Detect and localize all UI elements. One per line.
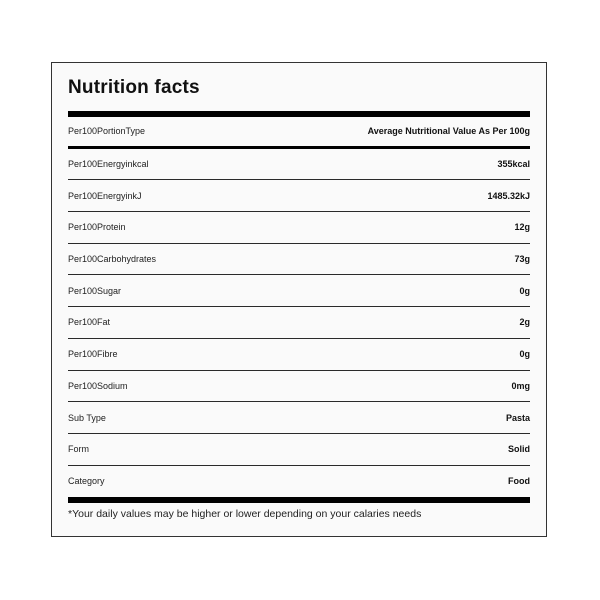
row-value: Pasta <box>505 412 530 423</box>
row-label: Per100Fibre <box>68 349 118 360</box>
table-row <box>68 307 530 339</box>
row-label: Per100Sodium <box>68 380 128 391</box>
row-label: Per100EnergyinkJ <box>68 190 142 201</box>
table-row <box>68 212 530 244</box>
row-value: 355kcal <box>497 159 530 170</box>
row-value: 2g <box>519 317 530 328</box>
row-value: 1485.32kJ <box>487 190 530 201</box>
daily-values-footnote: *Your daily values may be higher or lower depending on your calaries needs <box>68 508 422 520</box>
row-label: Per100Carbohydrates <box>68 254 157 265</box>
row-value: 12g <box>514 222 530 233</box>
table-row <box>68 244 530 276</box>
header-value: Average Nutritional Value As Per 100g <box>367 126 530 137</box>
row-label: Per100Sugar <box>68 285 122 296</box>
table-row <box>68 275 530 307</box>
table-row <box>68 466 530 498</box>
table-row <box>68 339 530 371</box>
nutrition-facts-panel <box>51 62 547 537</box>
row-value: 73g <box>514 254 530 265</box>
table-row <box>68 402 530 434</box>
row-value: 0g <box>519 349 530 360</box>
bottom-divider <box>68 497 530 503</box>
row-label: Form <box>68 444 89 455</box>
row-label: Per100Energyinkcal <box>68 159 149 170</box>
table-row <box>68 371 530 403</box>
table-header-row <box>68 117 530 149</box>
row-label: Sub Type <box>68 412 106 423</box>
row-label: Per100Fat <box>68 317 111 328</box>
row-label: Category <box>68 476 105 487</box>
row-label: Per100Protein <box>68 222 126 233</box>
table-row <box>68 149 530 181</box>
row-value: Food <box>508 476 530 487</box>
row-value: Solid <box>508 444 530 455</box>
table-row <box>68 180 530 212</box>
header-label: Per100PortionType <box>68 126 146 137</box>
row-value: 0mg <box>511 380 530 391</box>
row-value: 0g <box>519 285 530 296</box>
nutrition-facts-title: Nutrition facts <box>68 77 200 98</box>
nutrition-table <box>68 117 530 497</box>
table-row <box>68 434 530 466</box>
